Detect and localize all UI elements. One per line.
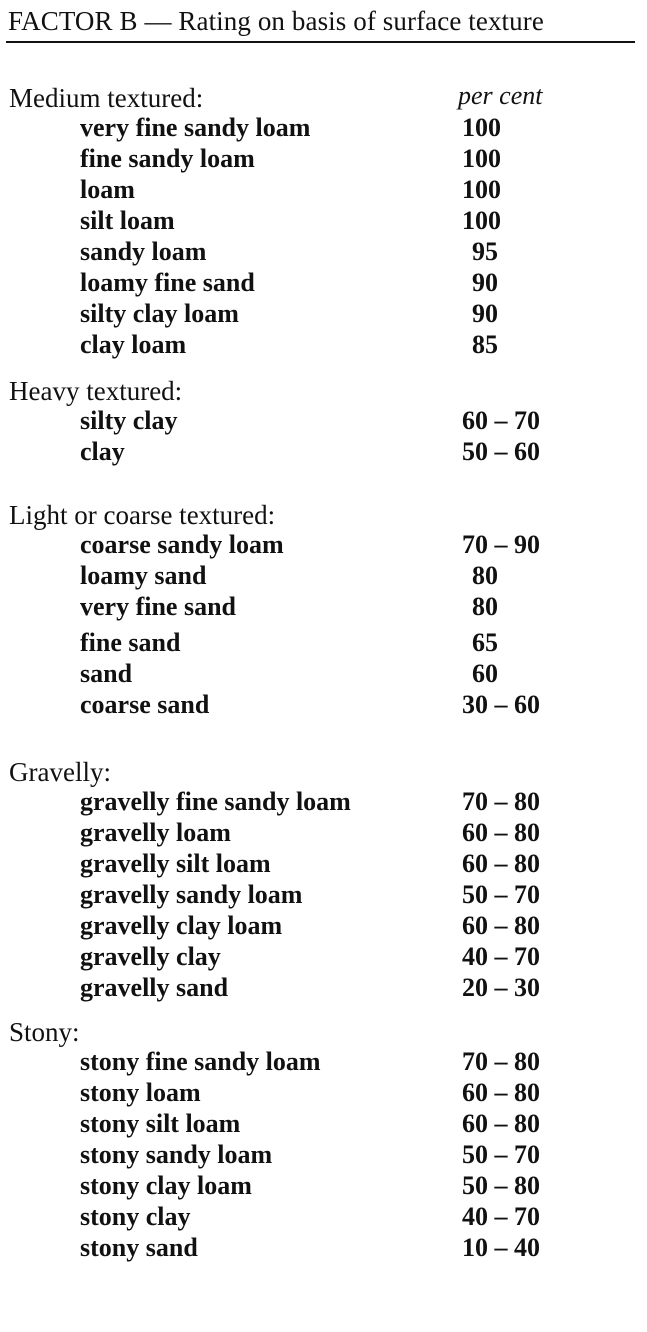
table-row	[0, 1201, 647, 1232]
table-row	[0, 848, 647, 879]
rating-value: 60 – 80	[462, 1078, 540, 1107]
rating-value: 70 – 80	[462, 1047, 540, 1076]
table-row	[0, 689, 647, 720]
texture-name: stony silt loam	[80, 1109, 241, 1138]
texture-name: gravelly sandy loam	[80, 880, 303, 909]
texture-name: sand	[80, 659, 133, 688]
table-row	[0, 329, 647, 360]
table-row	[0, 205, 647, 236]
table-row	[0, 910, 647, 941]
rating-value: 60	[472, 659, 498, 688]
rating-value: 100	[462, 175, 501, 204]
table-row	[0, 817, 647, 848]
table-row	[0, 143, 647, 174]
texture-name: loamy fine sand	[80, 268, 255, 297]
texture-name: clay loam	[80, 330, 187, 359]
group-heading: Medium textured:	[9, 83, 204, 113]
texture-name: silty clay	[80, 406, 178, 435]
texture-name: stony fine sandy loam	[80, 1047, 321, 1076]
texture-name: coarse sandy loam	[80, 530, 284, 559]
table-row	[0, 298, 647, 329]
table-row	[0, 1077, 647, 1108]
table-row	[0, 591, 647, 622]
rating-value: 80	[472, 561, 498, 590]
group-heading: Heavy textured:	[9, 376, 183, 406]
table-row	[0, 941, 647, 972]
rating-value: 100	[462, 206, 501, 235]
texture-name: very fine sand	[80, 592, 236, 621]
texture-name: gravelly sand	[80, 973, 229, 1002]
rating-value: 50 – 60	[462, 437, 540, 466]
texture-name: very fine sandy loam	[80, 113, 311, 142]
group-heading: Light or coarse textured:	[9, 500, 276, 530]
rating-value: 95	[472, 237, 498, 266]
rating-value: 20 – 30	[462, 973, 540, 1002]
rating-value: 80	[472, 592, 498, 621]
unit-label: per cent	[458, 81, 543, 110]
texture-name: gravelly fine sandy loam	[80, 787, 351, 816]
rating-value: 65	[472, 628, 498, 657]
rating-value: 60 – 80	[462, 911, 540, 940]
rating-value: 30 – 60	[462, 690, 540, 719]
rating-value: 60 – 80	[462, 818, 540, 847]
rating-value: 70 – 90	[462, 530, 540, 559]
texture-name: loam	[80, 175, 135, 204]
table-row	[0, 1108, 647, 1139]
rating-value: 60 – 70	[462, 406, 540, 435]
texture-name: gravelly clay loam	[80, 911, 283, 940]
texture-name: gravelly silt loam	[80, 849, 271, 878]
table-row	[0, 405, 647, 436]
texture-name: fine sand	[80, 628, 181, 657]
rating-value: 85	[472, 330, 498, 359]
rating-value: 40 – 70	[462, 1202, 540, 1231]
table-row	[0, 972, 647, 1003]
table-row	[0, 1232, 647, 1263]
texture-name: sandy loam	[80, 237, 207, 266]
rating-value: 50 – 70	[462, 880, 540, 909]
table-row	[0, 560, 647, 591]
table-row	[0, 529, 647, 560]
rating-value: 60 – 80	[462, 1109, 540, 1138]
texture-name: stony clay loam	[80, 1171, 252, 1200]
table-row	[0, 786, 647, 817]
table-row	[0, 1046, 647, 1077]
rating-value: 100	[462, 113, 501, 142]
table-row	[0, 174, 647, 205]
texture-name: silty clay loam	[80, 299, 239, 328]
rating-value: 40 – 70	[462, 942, 540, 971]
rating-value: 50 – 80	[462, 1171, 540, 1200]
texture-name: gravelly clay	[80, 942, 221, 971]
table-row	[0, 1170, 647, 1201]
texture-name: coarse sand	[80, 690, 210, 719]
rating-value: 10 – 40	[462, 1233, 540, 1262]
texture-name: stony sand	[80, 1233, 198, 1262]
group-heading: Stony:	[9, 1017, 80, 1047]
texture-name: stony loam	[80, 1078, 201, 1107]
texture-name: loamy sand	[80, 561, 207, 590]
table-row	[0, 1139, 647, 1170]
texture-name: stony clay	[80, 1202, 191, 1231]
texture-name: stony sandy loam	[80, 1140, 273, 1169]
table-row	[0, 436, 647, 467]
texture-name: silt loam	[80, 206, 175, 235]
texture-name: gravelly loam	[80, 818, 231, 847]
rating-value: 60 – 80	[462, 849, 540, 878]
rating-value: 90	[472, 268, 498, 297]
table-row	[0, 627, 647, 658]
table-row	[0, 236, 647, 267]
texture-name: fine sandy loam	[80, 144, 255, 173]
table-row	[0, 112, 647, 143]
rating-value: 90	[472, 299, 498, 328]
texture-name: clay	[80, 437, 125, 466]
rating-value: 50 – 70	[462, 1140, 540, 1169]
table-title: FACTOR B — Rating on basis of surface texture	[8, 6, 544, 36]
rating-value: 100	[462, 144, 501, 173]
rating-value: 70 – 80	[462, 787, 540, 816]
table-row	[0, 879, 647, 910]
table-row	[0, 658, 647, 689]
group-heading: Gravelly:	[9, 757, 111, 787]
title-underline	[6, 41, 635, 43]
table-row	[0, 267, 647, 298]
